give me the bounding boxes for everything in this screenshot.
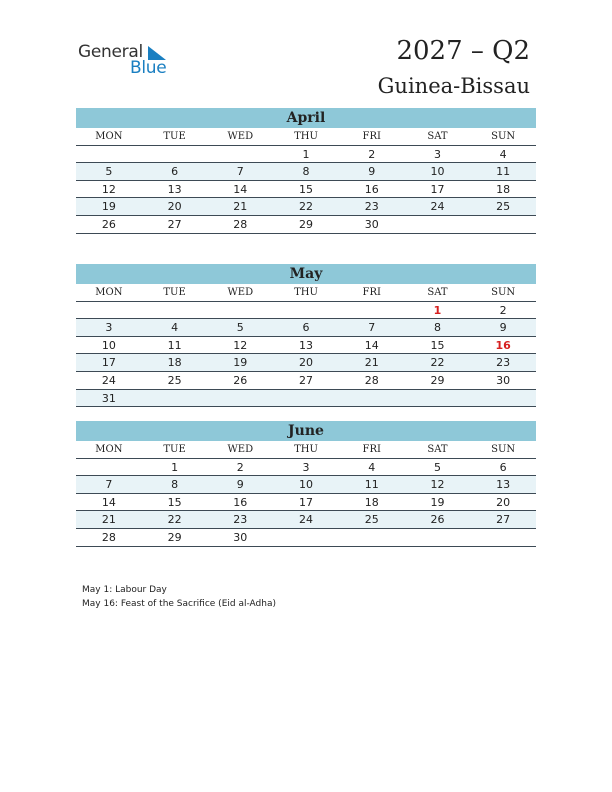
day-cell xyxy=(339,529,405,546)
day-cell: 21 xyxy=(364,356,379,370)
day-cell xyxy=(76,302,142,319)
week-row xyxy=(76,476,536,494)
day-cell xyxy=(273,390,339,407)
day-cell: 24 xyxy=(299,513,314,527)
day-cell: 11 xyxy=(167,338,182,352)
day-cell: 16 xyxy=(364,182,379,196)
week-row xyxy=(76,181,536,199)
week-row xyxy=(76,319,536,337)
day-cell: 2 xyxy=(499,303,507,317)
day-cell: 23 xyxy=(496,356,511,370)
weekday-label: FRI xyxy=(362,287,381,298)
day-cell xyxy=(470,390,536,407)
month-may xyxy=(76,264,536,407)
month-header: June xyxy=(76,421,536,441)
day-cell: 7 xyxy=(105,478,113,492)
day-cell: 4 xyxy=(171,321,179,335)
day-cell xyxy=(339,390,405,407)
day-cell: 21 xyxy=(233,200,248,214)
week-row xyxy=(76,198,536,216)
day-cell: 12 xyxy=(430,478,445,492)
day-cell: 4 xyxy=(499,147,507,161)
day-cell xyxy=(207,146,273,163)
day-cell xyxy=(76,459,142,476)
day-cell: 15 xyxy=(430,338,445,352)
weekday-label: TUE xyxy=(163,287,186,298)
day-cell: 31 xyxy=(101,391,116,405)
weekday-label: MON xyxy=(95,444,123,455)
weekday-label: THU xyxy=(294,131,318,142)
day-cell xyxy=(273,529,339,546)
day-cell: 9 xyxy=(236,478,244,492)
day-cell: 15 xyxy=(167,495,182,509)
country-name: Guinea-Bissau xyxy=(377,74,530,98)
day-cell: 28 xyxy=(233,217,248,231)
page-title: 2027 – Q2 xyxy=(396,36,530,66)
day-cell: 17 xyxy=(430,182,445,196)
day-cell: 10 xyxy=(430,165,445,179)
holiday-notes xyxy=(82,583,276,611)
weekday-label: FRI xyxy=(362,444,381,455)
day-cell: 9 xyxy=(499,321,507,335)
weekday-label: SAT xyxy=(427,444,448,455)
week-row xyxy=(76,216,536,234)
weekday-label: SUN xyxy=(491,287,516,298)
day-cell: 13 xyxy=(167,182,182,196)
day-cell: 3 xyxy=(302,460,310,474)
day-cell xyxy=(142,302,208,319)
weekday-label: TUE xyxy=(163,131,186,142)
week-row xyxy=(76,302,536,320)
weekday-label: MON xyxy=(95,131,123,142)
weekday-header-row xyxy=(76,284,536,302)
day-cell: 6 xyxy=(499,460,507,474)
weekday-label: FRI xyxy=(362,131,381,142)
day-cell xyxy=(142,146,208,163)
day-cell: 7 xyxy=(368,321,376,335)
day-cell xyxy=(207,390,273,407)
week-row xyxy=(76,390,536,408)
day-cell: 10 xyxy=(101,338,116,352)
weekday-label: MON xyxy=(95,287,123,298)
month-april xyxy=(76,108,536,234)
day-cell: 9 xyxy=(368,165,376,179)
day-cell: 6 xyxy=(171,165,179,179)
week-row xyxy=(76,354,536,372)
day-cell xyxy=(142,390,208,407)
logo xyxy=(78,40,188,80)
day-cell: 25 xyxy=(364,513,379,527)
week-row xyxy=(76,459,536,477)
day-cell: 24 xyxy=(430,200,445,214)
day-cell: 4 xyxy=(368,460,376,474)
day-cell: 19 xyxy=(233,356,248,370)
day-cell xyxy=(405,529,471,546)
day-cell: 15 xyxy=(299,182,314,196)
weekday-label: SAT xyxy=(427,131,448,142)
day-cell: 25 xyxy=(496,200,511,214)
day-cell: 28 xyxy=(101,530,116,544)
day-cell: 8 xyxy=(302,165,310,179)
day-cell: 26 xyxy=(430,513,445,527)
day-cell: 16 xyxy=(233,495,248,509)
day-cell: 20 xyxy=(299,356,314,370)
day-cell: 14 xyxy=(233,182,248,196)
day-cell: 27 xyxy=(299,373,314,387)
week-row xyxy=(76,372,536,390)
day-cell: 26 xyxy=(233,373,248,387)
logo-general-text: General xyxy=(78,42,143,62)
weekday-label: SUN xyxy=(491,444,516,455)
day-cell: 18 xyxy=(167,356,182,370)
day-cell: 27 xyxy=(167,217,182,231)
week-row xyxy=(76,494,536,512)
day-cell: 22 xyxy=(167,513,182,527)
day-cell: 10 xyxy=(299,478,314,492)
day-cell: 5 xyxy=(433,460,441,474)
day-cell: 5 xyxy=(105,165,113,179)
day-cell: 17 xyxy=(101,356,116,370)
logo-blue-text: Blue xyxy=(130,58,167,78)
weekday-label: THU xyxy=(294,287,318,298)
day-cell xyxy=(339,302,405,319)
day-cell: 2 xyxy=(368,147,376,161)
weekday-label: SUN xyxy=(491,131,516,142)
day-cell xyxy=(273,302,339,319)
day-cell: 3 xyxy=(433,147,441,161)
day-cell: 30 xyxy=(233,530,248,544)
day-cell: 14 xyxy=(364,338,379,352)
day-cell xyxy=(76,146,142,163)
day-cell: 11 xyxy=(496,165,511,179)
day-cell: 22 xyxy=(430,356,445,370)
day-cell: 21 xyxy=(101,513,116,527)
day-cell: 18 xyxy=(496,182,511,196)
day-cell: 22 xyxy=(299,200,314,214)
day-cell xyxy=(470,216,536,233)
weekday-label: TUE xyxy=(163,444,186,455)
weekday-label: THU xyxy=(294,444,318,455)
day-cell: 29 xyxy=(167,530,182,544)
day-cell: 27 xyxy=(496,513,511,527)
day-cell xyxy=(405,216,471,233)
day-cell: 29 xyxy=(430,373,445,387)
month-header: May xyxy=(76,264,536,284)
day-cell: 11 xyxy=(364,478,379,492)
day-cell: 1 xyxy=(171,460,179,474)
day-cell xyxy=(405,390,471,407)
weekday-label: WED xyxy=(227,444,254,455)
day-cell: 30 xyxy=(496,373,511,387)
day-cell: 5 xyxy=(236,321,244,335)
month-header: April xyxy=(76,108,536,128)
week-row xyxy=(76,511,536,529)
day-cell: 23 xyxy=(364,200,379,214)
weekday-label: SAT xyxy=(427,287,448,298)
week-row xyxy=(76,337,536,355)
day-cell: 18 xyxy=(364,495,379,509)
holiday-day-cell: 1 xyxy=(433,303,442,317)
day-cell: 26 xyxy=(101,217,116,231)
day-cell: 3 xyxy=(105,321,113,335)
day-cell: 30 xyxy=(364,217,379,231)
day-cell: 20 xyxy=(167,200,182,214)
day-cell: 12 xyxy=(101,182,116,196)
week-row xyxy=(76,146,536,164)
day-cell: 20 xyxy=(496,495,511,509)
day-cell xyxy=(470,529,536,546)
week-row xyxy=(76,529,536,547)
day-cell: 8 xyxy=(171,478,179,492)
day-cell: 7 xyxy=(236,165,244,179)
day-cell: 28 xyxy=(364,373,379,387)
day-cell: 19 xyxy=(101,200,116,214)
holiday-note: May 16: Feast of the Sacrifice (Eid al-Adha) xyxy=(82,599,276,609)
holiday-note: May 1: Labour Day xyxy=(82,585,167,595)
day-cell: 8 xyxy=(433,321,441,335)
weekday-header-row xyxy=(76,441,536,459)
day-cell: 17 xyxy=(299,495,314,509)
month-june xyxy=(76,421,536,547)
day-cell: 13 xyxy=(299,338,314,352)
day-cell: 29 xyxy=(299,217,314,231)
holiday-day-cell: 16 xyxy=(495,338,511,352)
day-cell: 1 xyxy=(302,147,310,161)
day-cell xyxy=(207,302,273,319)
week-row xyxy=(76,163,536,181)
day-cell: 19 xyxy=(430,495,445,509)
day-cell: 12 xyxy=(233,338,248,352)
weekday-label: WED xyxy=(227,131,254,142)
day-cell: 14 xyxy=(101,495,116,509)
weekday-header-row xyxy=(76,128,536,146)
day-cell: 2 xyxy=(236,460,244,474)
weekday-label: WED xyxy=(227,287,254,298)
day-cell: 23 xyxy=(233,513,248,527)
day-cell: 25 xyxy=(167,373,182,387)
day-cell: 13 xyxy=(496,478,511,492)
day-cell: 24 xyxy=(101,373,116,387)
day-cell: 6 xyxy=(302,321,310,335)
